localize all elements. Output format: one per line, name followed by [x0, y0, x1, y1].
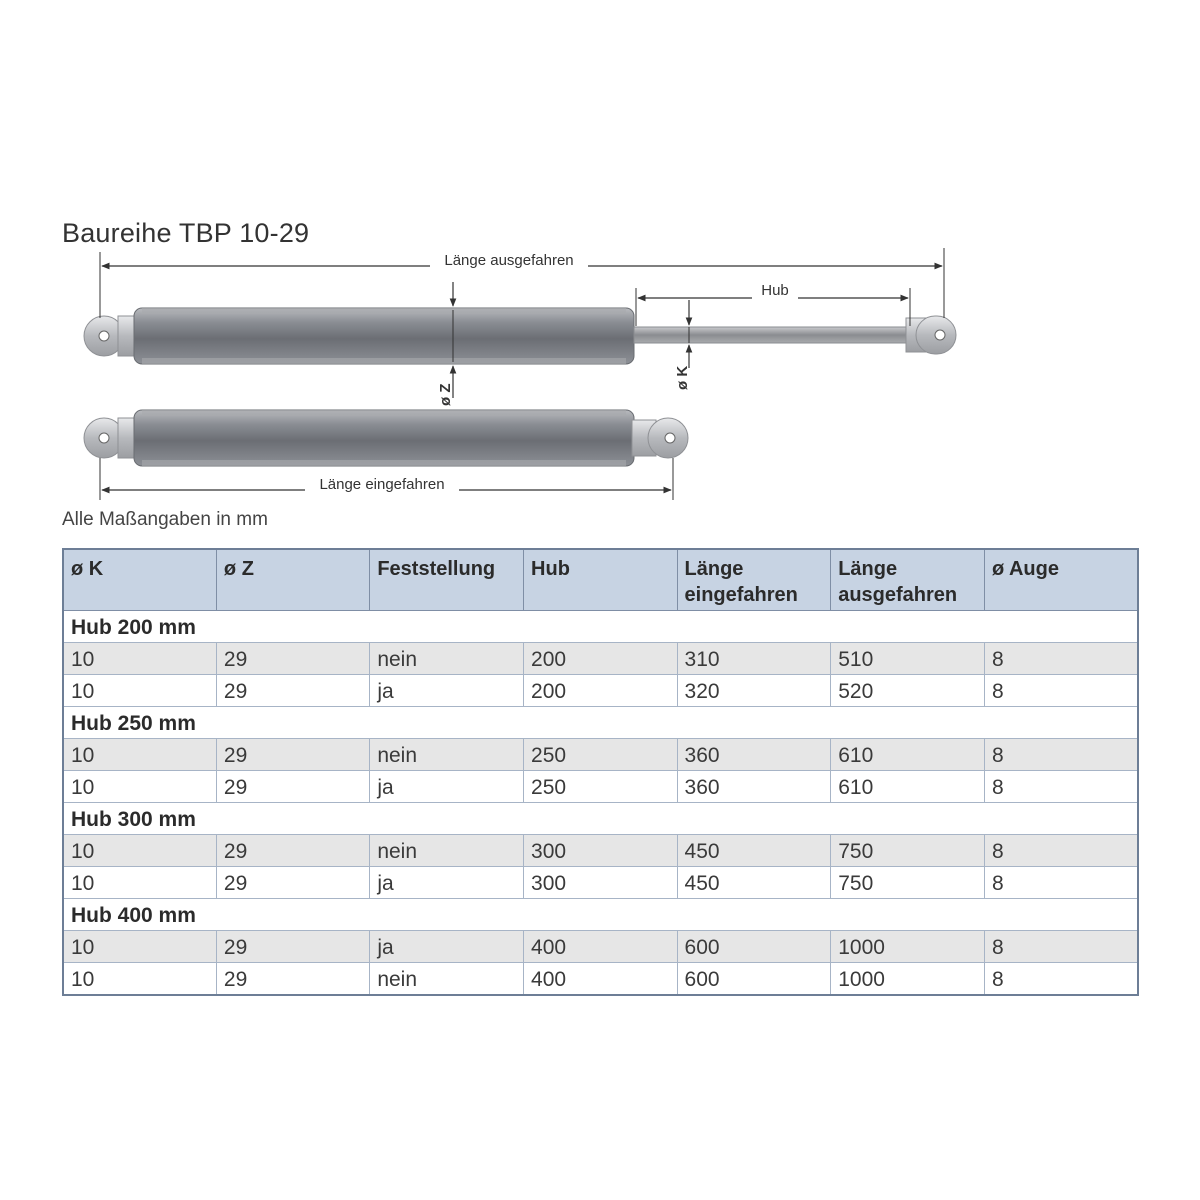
cell-eye-diameter: 8 [984, 867, 1138, 899]
retracted-spring [84, 410, 688, 466]
header-eye-diameter: ø Auge [984, 549, 1138, 611]
cell-eye-diameter: 8 [984, 675, 1138, 707]
gas-spring-diagram [0, 0, 1200, 520]
cell-diameter-k: 10 [63, 771, 216, 803]
cell-diameter-z: 29 [216, 931, 369, 963]
cell-length-retracted: 310 [677, 643, 831, 675]
label-diameter-k: ø K [674, 365, 691, 390]
cell-stroke: 400 [524, 963, 677, 996]
cell-length-retracted: 600 [677, 931, 831, 963]
cell-stroke: 200 [524, 675, 677, 707]
specs-table [62, 548, 1139, 996]
cell-length-retracted: 450 [677, 835, 831, 867]
dimension-diameter-k [674, 300, 691, 390]
table-row [63, 643, 1138, 675]
group-label: Hub 200 mm [63, 611, 1138, 643]
cell-locking: nein [370, 963, 524, 996]
cell-diameter-k: 10 [63, 643, 216, 675]
group-row [63, 803, 1138, 835]
header-diameter-z: ø Z [216, 549, 369, 611]
header-diameter-k: ø K [63, 549, 216, 611]
cell-length-extended: 750 [831, 835, 985, 867]
label-length-extended: Länge ausgefahren [444, 252, 574, 269]
cell-diameter-k: 10 [63, 835, 216, 867]
table-header-row [63, 549, 1138, 611]
label-stroke: Hub [761, 282, 789, 299]
page-title: Baureihe TBP 10-29 [62, 218, 310, 248]
group-row [63, 899, 1138, 931]
cell-stroke: 200 [524, 643, 677, 675]
cell-locking: ja [370, 931, 524, 963]
cell-eye-diameter: 8 [984, 771, 1138, 803]
cell-locking: nein [370, 835, 524, 867]
header-locking: Feststellung [370, 549, 524, 611]
cell-diameter-z: 29 [216, 675, 369, 707]
cell-locking: nein [370, 739, 524, 771]
cell-diameter-z: 29 [216, 739, 369, 771]
group-label: Hub 400 mm [63, 899, 1138, 931]
cell-locking: nein [370, 643, 524, 675]
header-length-extended: Länge ausgefahren [831, 549, 985, 611]
header-stroke: Hub [524, 549, 677, 611]
cell-diameter-z: 29 [216, 867, 369, 899]
cell-length-retracted: 360 [677, 739, 831, 771]
cell-eye-diameter: 8 [984, 963, 1138, 996]
cell-stroke: 300 [524, 835, 677, 867]
header-length-retracted: Länge eingefahren [677, 549, 831, 611]
cell-length-retracted: 320 [677, 675, 831, 707]
cell-locking: ja [370, 675, 524, 707]
unit-note: Alle Maßangaben in mm [62, 509, 268, 530]
cell-eye-diameter: 8 [984, 931, 1138, 963]
cell-length-retracted: 450 [677, 867, 831, 899]
cell-stroke: 250 [524, 739, 677, 771]
cell-stroke: 250 [524, 771, 677, 803]
table-row [63, 771, 1138, 803]
cell-length-extended: 610 [831, 739, 985, 771]
group-label: Hub 250 mm [63, 707, 1138, 739]
cell-length-extended: 1000 [831, 963, 985, 996]
cell-length-extended: 520 [831, 675, 985, 707]
cell-length-retracted: 360 [677, 771, 831, 803]
cell-diameter-z: 29 [216, 643, 369, 675]
table-row [63, 931, 1138, 963]
cell-stroke: 300 [524, 867, 677, 899]
cell-eye-diameter: 8 [984, 835, 1138, 867]
cell-diameter-k: 10 [63, 931, 216, 963]
cell-eye-diameter: 8 [984, 739, 1138, 771]
table-row [63, 963, 1138, 996]
table-row [63, 675, 1138, 707]
cell-length-extended: 510 [831, 643, 985, 675]
cell-locking: ja [370, 867, 524, 899]
table-row [63, 867, 1138, 899]
label-diameter-z: ø Z [437, 383, 454, 406]
table-row [63, 835, 1138, 867]
cell-locking: ja [370, 771, 524, 803]
cell-diameter-z: 29 [216, 963, 369, 996]
group-label: Hub 300 mm [63, 803, 1138, 835]
cell-diameter-z: 29 [216, 771, 369, 803]
cell-diameter-z: 29 [216, 835, 369, 867]
cell-length-retracted: 600 [677, 963, 831, 996]
group-row [63, 707, 1138, 739]
cell-diameter-k: 10 [63, 675, 216, 707]
cell-stroke: 400 [524, 931, 677, 963]
table-row [63, 739, 1138, 771]
cell-length-extended: 1000 [831, 931, 985, 963]
cell-length-extended: 610 [831, 771, 985, 803]
cell-diameter-k: 10 [63, 867, 216, 899]
label-length-retracted: Länge eingefahren [319, 476, 445, 493]
cell-length-extended: 750 [831, 867, 985, 899]
dimension-stroke [636, 281, 910, 326]
extended-spring [84, 308, 956, 364]
cell-diameter-k: 10 [63, 739, 216, 771]
cell-diameter-k: 10 [63, 963, 216, 996]
cell-eye-diameter: 8 [984, 643, 1138, 675]
group-row [63, 611, 1138, 643]
